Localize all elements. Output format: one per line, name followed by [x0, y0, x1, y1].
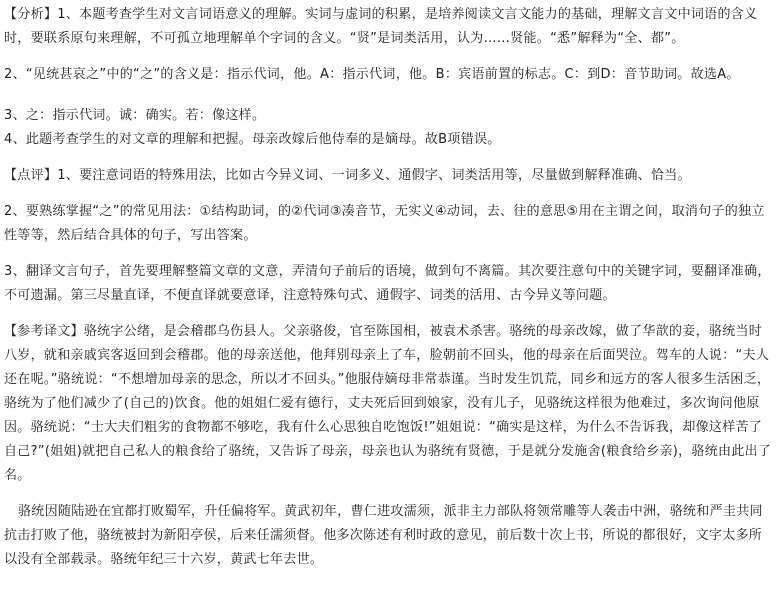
comment-paragraph: 【点评】1、要注意词语的特殊用法，比如古今异义词、一词多义、通假字、词类活用等，尽量做到解释准确、恰当。 [4, 168, 691, 183]
translation-paragraph-2: 骆统因随陆逊在宜都打败蜀军，升任偏将军。黄武初年，曹仁进攻濡须，派非主力部队将领常雕等人袭击中洲，骆统和严圭共同抗击打败了他，骆统被封为新阳亭侯，后来任濡须督。他多次陈述有利时政的意见，前后数十次上书，所说的都很好，文字太多所以没有全部载录。骆统年纪三十六岁，黄武七年去世。 [4, 504, 763, 567]
analysis-item-4: 4、此题考查学生的对文章的理解和把握。母亲改嫁后他侍奉的是嫡母。故B项错误。 [4, 132, 501, 147]
analysis-item-2: 2、“见统甚哀之”中的“之”的含义是：指示代词，他。A：指示代词，他。B：宾语前置的标志。C：到D：音节助词。故选A。 [4, 67, 740, 82]
analysis-item-3: 3、之：指示代词。诚：确实。若：像这样。 [4, 108, 266, 123]
comment-item-2: 2、要熟练掌握“之”的常见用法：①结构助词，的②代词③凑音节，无实义④动词，去、往的意思⑤用在主谓之间，取消句子的独立性等等，然后结合具体的句子，写出答案。 [4, 204, 765, 243]
analysis-paragraph: 【分析】1、本题考查学生对文言词语意义的理解。实词与虚词的积累，是培养阅读文言文能力的基础，理解文言文中词语的含义时，要联系原句来理解，不可孤立地理解单个字词的含义。“贤”是词类活用，认为……贤能。“悉”解释为“全、都”。 [4, 7, 758, 46]
translation-paragraph: 【参考译文】骆统字公绪，是会稽郡乌伤县人。父亲骆俊，官至陈国相，被袁术杀害。骆统的母亲改嫁，做了华歆的妾，骆统当时八岁，就和亲戚宾客返回到会稽郡。他的母亲送他，他拜别母亲上了车，脸朝前不回头，他的母亲在后面哭泣。驾车的人说：“夫人还在呢。”骆统说：“不想增加母亲的思念，所以才不回头。”他服侍嫡母非常恭谨。当时发生饥荒，同乡和远方的客人很多生活困乏，骆统为了他们减少了(自己的)饮食。他的姐姐仁爱有德行，丈夫死后回到娘家，没有儿子，见骆统这样很为他难过，多次询问他原因。骆统说：“士大夫们粗劣的食物都不够吃，我有什么心思独自吃饱饭!”姐姐说：“确实是这样，为什么不告诉我，却像这样苦了自己?”(姐姐)就把自己私人的粮食给了骆统，又告诉了母亲，母亲也认为骆统有贤德，于是就分发施舍(粮食给乡亲)，骆统由此出了名。 [4, 324, 772, 483]
comment-item-3: 3、翻译文言句子，首先要理解整篇文章的文意，弄清句子前后的语境，做到句不离篇。其次要注意句中的关键字词，要翻译准确，不可遗漏。第三尽量直译，不便直译就要意译，注意特殊句式、通假字、词类的活用、古今异义等问题。 [4, 264, 771, 303]
